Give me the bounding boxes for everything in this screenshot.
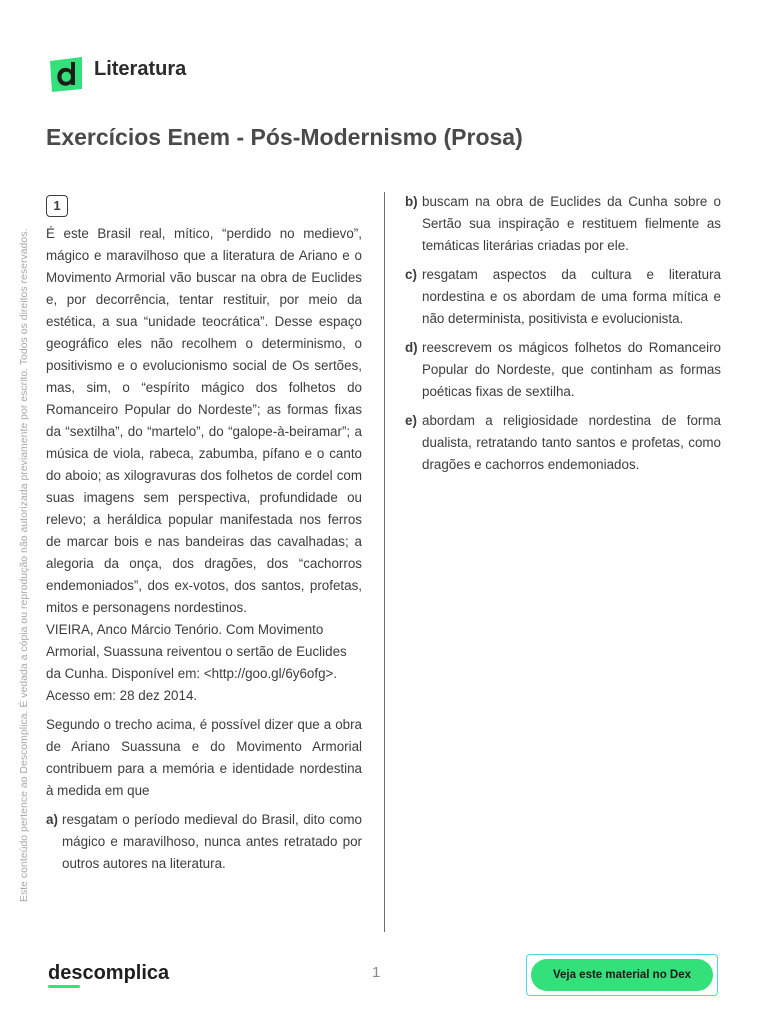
brand-title: Literatura: [94, 58, 187, 80]
right-column: [405, 191, 721, 483]
option-d[interactable]: [405, 337, 721, 403]
option-text: resgatam o período medieval do Brasil, dito como mágico e maravilhoso, nunca antes retratado por outros autores na literatura.: [62, 812, 362, 871]
option-text: reescrevem os mágicos folhetos do Romanceiro Popular do Nordeste, que continham as formas poéticas fixas de sextilha.: [422, 340, 721, 399]
option-letter: c): [405, 267, 417, 282]
option-letter: b): [405, 194, 418, 209]
option-text: buscam na obra de Euclides da Cunha sobre o Sertão sua inspiração e restituem fielmente as temáticas literárias criadas por ele.: [422, 194, 721, 253]
question-number-badge: 1: [46, 195, 68, 217]
page-number: 1: [372, 964, 381, 981]
page-title: Exercícios Enem - Pós-Modernismo (Prosa): [46, 124, 523, 150]
descomplica-footer-logo: [48, 962, 169, 985]
footer-logo-part1: des: [48, 962, 83, 984]
left-column: [46, 195, 362, 882]
descomplica-d-logo-icon: [48, 55, 84, 93]
question-text: É este Brasil real, mítico, “perdido no medievo”, mágico e maravilhoso que a literatura de Ariano e o Movimento Armorial vão buscar na obra de Euclides e, por decorrência, tentar restituir, por meio da estética, a sua “unidade teocrática”. Desse espaço geográfico eles não recolhem o determinismo, o positivismo e o evolucionismo social de Os sertões, mas, sim, o “espírito mágico dos folhetos do Romanceiro Popular do Nordeste”; as formas fixas da “sextilha”, do “martelo”, do “galope-à-beiramar”; a música de viola, rabeca, zabumba, pífano e o canto do aboio; as xilogravuras dos folhetos de cordel com suas imagens sem perspectiva, profundidade ou relevo; a heráldica popular manifestada nos ferros de marcar bois e nas bandeiras das cavalhadas; a alegoria da onça, dos dragões, dos “cachorros endemoniados”, dos ex-votos, dos santos, profetas, mitos e personagens nordestinos.: [46, 226, 362, 615]
option-c[interactable]: [405, 264, 721, 330]
option-a[interactable]: [46, 809, 362, 875]
option-letter: d): [405, 340, 418, 355]
option-e[interactable]: [405, 410, 721, 476]
option-letter: a): [46, 812, 58, 827]
option-letter: e): [405, 413, 417, 428]
question-source: VIEIRA, Anco Márcio Tenório. Com Movimento Armorial, Suassuna reiventou o sertão de Euclides da Cunha. Disponível em: <http://goo.gl/6y6ofg>. Acesso em: 28 dez 2014.: [46, 622, 347, 703]
footer-logo-part2: complica: [82, 962, 170, 984]
view-in-dex-button[interactable]: [526, 954, 718, 996]
column-divider: [384, 192, 385, 932]
option-b[interactable]: [405, 191, 721, 257]
view-in-dex-label: Veja este material no Dex: [531, 959, 713, 991]
copyright-notice: Este conteúdo pertence ao Descomplica. É vedada a cópia ou reprodução não autorizada previamente por escrito. Todos os direitos reservados.: [18, 228, 30, 902]
question-prompt: Segundo o trecho acima, é possível dizer que a obra de Ariano Suassuna e do Movimento Armorial contribuem para a memória e identidade nordestina à medida em que: [46, 717, 362, 798]
option-text: abordam a religiosidade nordestina de forma dualista, retratando tanto santos e profetas, como dragões e cachorros endemoniados.: [422, 413, 721, 472]
option-text: resgatam aspectos da cultura e literatura nordestina e os abordam de uma forma mítica e não determinista, positivista e evolucionista.: [422, 267, 721, 326]
